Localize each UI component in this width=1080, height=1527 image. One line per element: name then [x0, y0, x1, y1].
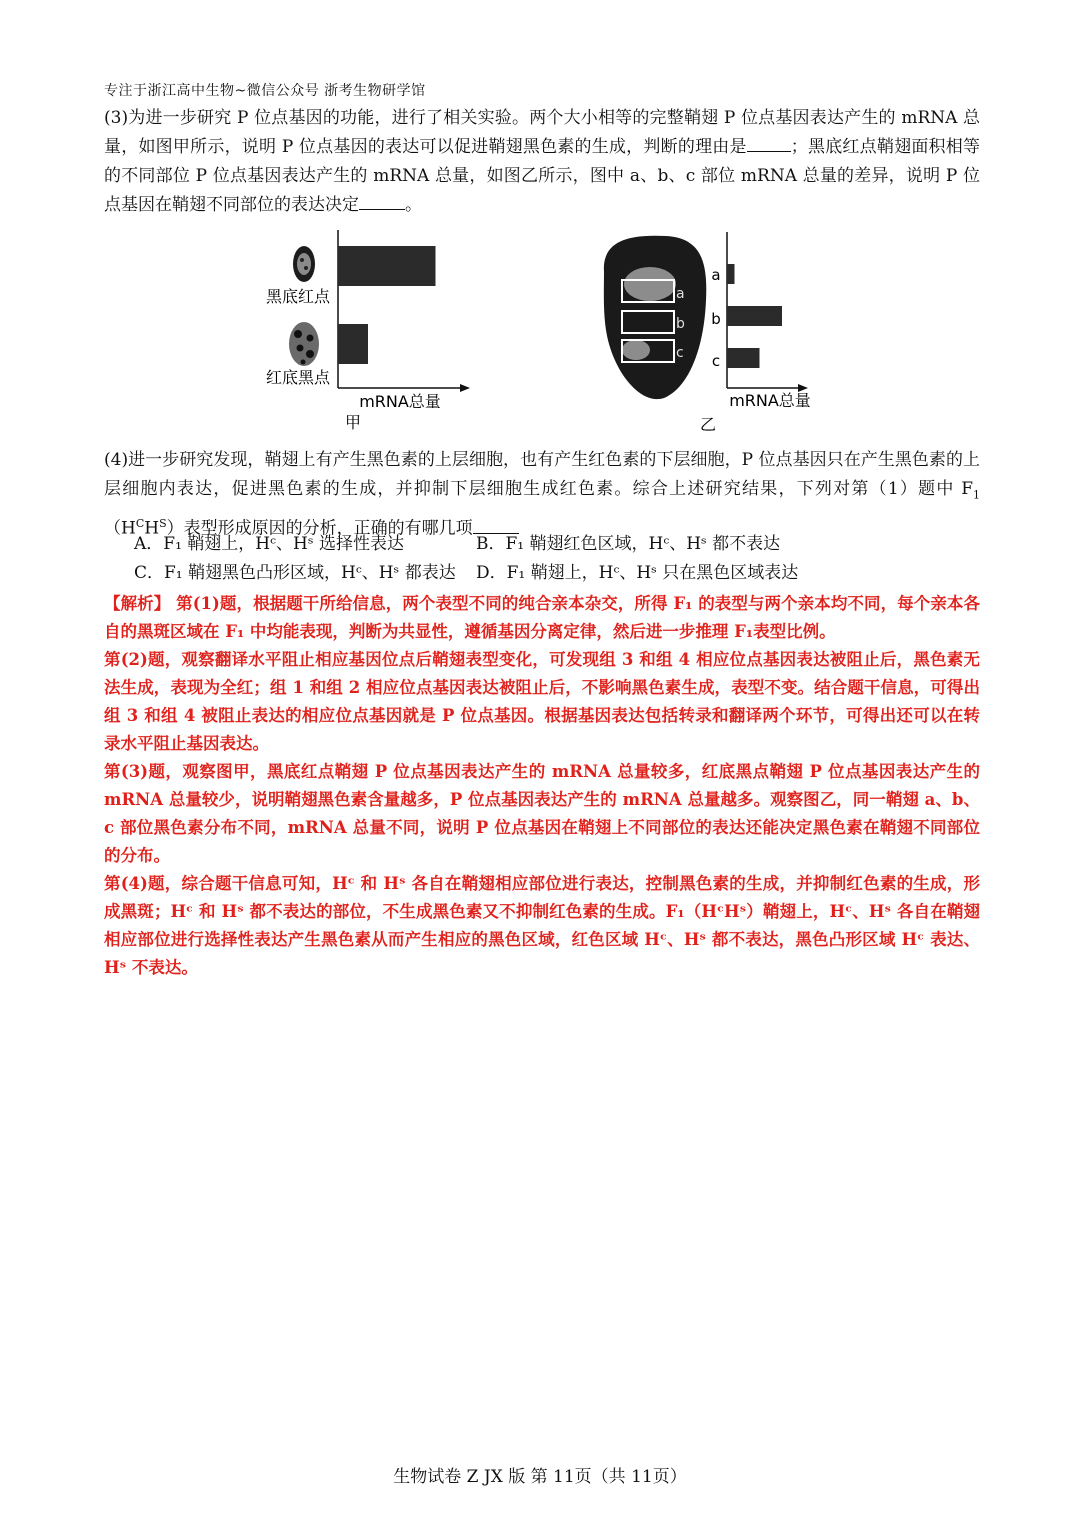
beetle-black-red-image	[293, 246, 315, 282]
jia-category-2: 红底黑点	[265, 368, 331, 387]
yi-category-c: c	[711, 352, 721, 370]
options-row-2	[134, 559, 798, 588]
analysis-paragraph-4: 第(4)题，综合题干信息可知，Hᶜ 和 Hˢ 各自在鞘翅相应部位进行表达，控制黑色素的生成，并抑制红色素的生成，形成黑斑；Hᶜ 和 Hˢ 都不表达的部位，不生成黑色素又不抑制红色素的生成。F₁（HᶜHˢ）鞘翅上，Hᶜ、Hˢ 各自在鞘翅相应部位进行选择性表达产生黑色素从而产生相应的黑色区域，红色区域 Hᶜ、Hˢ 都不表达，黑色凸形区域 Hᶜ 表达、Hˢ 不表达。	[104, 874, 980, 977]
figure-area	[0, 220, 1080, 440]
q4-stem-a: (4)进一步研究发现，鞘翅上有产生黑色素的上层细胞，也有产生红色素的下层细胞，P 位点基因只在产生黑色素的上层细胞内表达，促进黑色素的生成，并抑制下层细胞生成红色素。综合上述研究结果，下列对第（1）题中 F	[104, 450, 980, 499]
options-row-1	[134, 530, 780, 559]
svg-text:a: a	[676, 286, 685, 302]
page-header: 专注于浙江高中生物~微信公众号 浙考生物研学馆	[104, 83, 426, 99]
q3-blank-1[interactable]	[747, 133, 791, 152]
analysis-section	[104, 590, 980, 982]
jia-figure-label: 甲	[344, 413, 362, 432]
q3-text-3: 。	[405, 195, 422, 215]
q4-stem-b: （H	[104, 519, 136, 540]
option-d[interactable]: D．F₁ 鞘翅上，Hᶜ、Hˢ 只在黑色区域表达	[476, 563, 799, 583]
yi-bar-1	[727, 264, 735, 284]
svg-text:c: c	[676, 345, 684, 361]
q3-text-1: (3)为进一步研究 P 位点基因的功能，进行了相关实验。两个大小相等的完整鞘翅 P 位点基因表达产生的 mRNA 总量，如图甲所示，说明 P 位点基因的表达可以促进鞘翅黑色素的生成，判断的理由是	[104, 108, 980, 157]
q3-text-2: ；黑底红点鞘翅面积相等的不同部位 P 位点基因表达产生的 mRNA 总量，如图乙所示，图中 a、b、c 部位 mRNA 总量的差异，说明 P 位点基因在鞘翅不同部位的表达决定	[104, 137, 981, 215]
q4-stem-sup2: S	[159, 517, 167, 531]
jia-bar-1	[338, 246, 436, 286]
jia-x-label: mRNA总量	[359, 392, 441, 411]
chart-yi	[604, 232, 811, 434]
q4-stem-c: H	[144, 519, 160, 540]
page-footer: 生物试卷 Z JX 版 第 11页（共 11页）	[393, 1467, 687, 1487]
elytron-image	[604, 236, 706, 399]
svg-text:b: b	[676, 316, 685, 332]
option-a[interactable]: A．F₁ 鞘翅上，Hᶜ、Hˢ 选择性表达	[134, 534, 404, 554]
analysis-paragraph-2: 第(2)题，观察翻译水平阻止相应基因位点后鞘翅表型变化，可发现组 3 和组 4 相应位点基因表达被阻止后，黑色素无法生成，表现为全红；组 1 和组 2 相应位点基因表达被阻止后，不影响黑色素生成，表型不变。结合题干信息，可得出组 3 和组 4 被阻止表达的相应位点基因就是 P 位点基因。根据基因表达包括转录和翻译两个环节，可得出还可以在转录水平阻止基因表达。	[104, 650, 980, 753]
option-b[interactable]: B．F₁ 鞘翅红色区域，Hᶜ、Hˢ 都不表达	[476, 534, 781, 554]
question-3	[104, 104, 980, 220]
yi-category-a: a	[711, 266, 721, 284]
yi-figure-label: 乙	[699, 415, 717, 434]
jia-category-1: 黑底红点	[265, 287, 331, 306]
yi-bar-2	[727, 306, 782, 326]
yi-bar-3	[727, 348, 760, 368]
beetle-red-black-image	[289, 322, 319, 366]
yi-x-label: mRNA总量	[729, 391, 811, 410]
chart-jia	[266, 230, 470, 432]
option-c[interactable]: C．F₁ 鞘翅黑色凸形区域，Hᶜ、Hˢ 都表达	[134, 563, 456, 583]
q3-blank-2[interactable]	[359, 191, 405, 210]
q4-stem-d: ）表型形成原因的分析，正确的有哪几项	[166, 519, 473, 540]
jia-x-arrow	[460, 384, 470, 392]
q4-stem-sub: 1	[973, 488, 980, 502]
analysis-paragraph-1: 【解析】 第(1)题，根据题干所给信息，两个表型不同的纯合亲本杂交，所得 F₁ 的表型与两个亲本均不同，每个亲本各自的黑斑区域在 F₁ 中均能表现，判断为共显性，遵循基因分离定律，然后进一步推理 F₁表型比例。	[104, 594, 980, 641]
q4-stem-sup1: C	[135, 517, 145, 531]
jia-bar-2	[338, 324, 368, 364]
analysis-paragraph-3: 第(3)题，观察图甲，黑底红点鞘翅 P 位点基因表达产生的 mRNA 总量较多，红底黑点鞘翅 P 位点基因表达产生的 mRNA 总量较少，说明鞘翅黑色素含量越多，P 位点基因表达产生的 mRNA 总量越多。观察图乙，同一鞘翅 a、b、c 部位黑色素分布不同，mRNA 总量不同，说明 P 位点基因在鞘翅上不同部位的表达还能决定黑色素在鞘翅不同部位的分布。	[104, 762, 980, 865]
yi-category-b: b	[711, 310, 721, 328]
